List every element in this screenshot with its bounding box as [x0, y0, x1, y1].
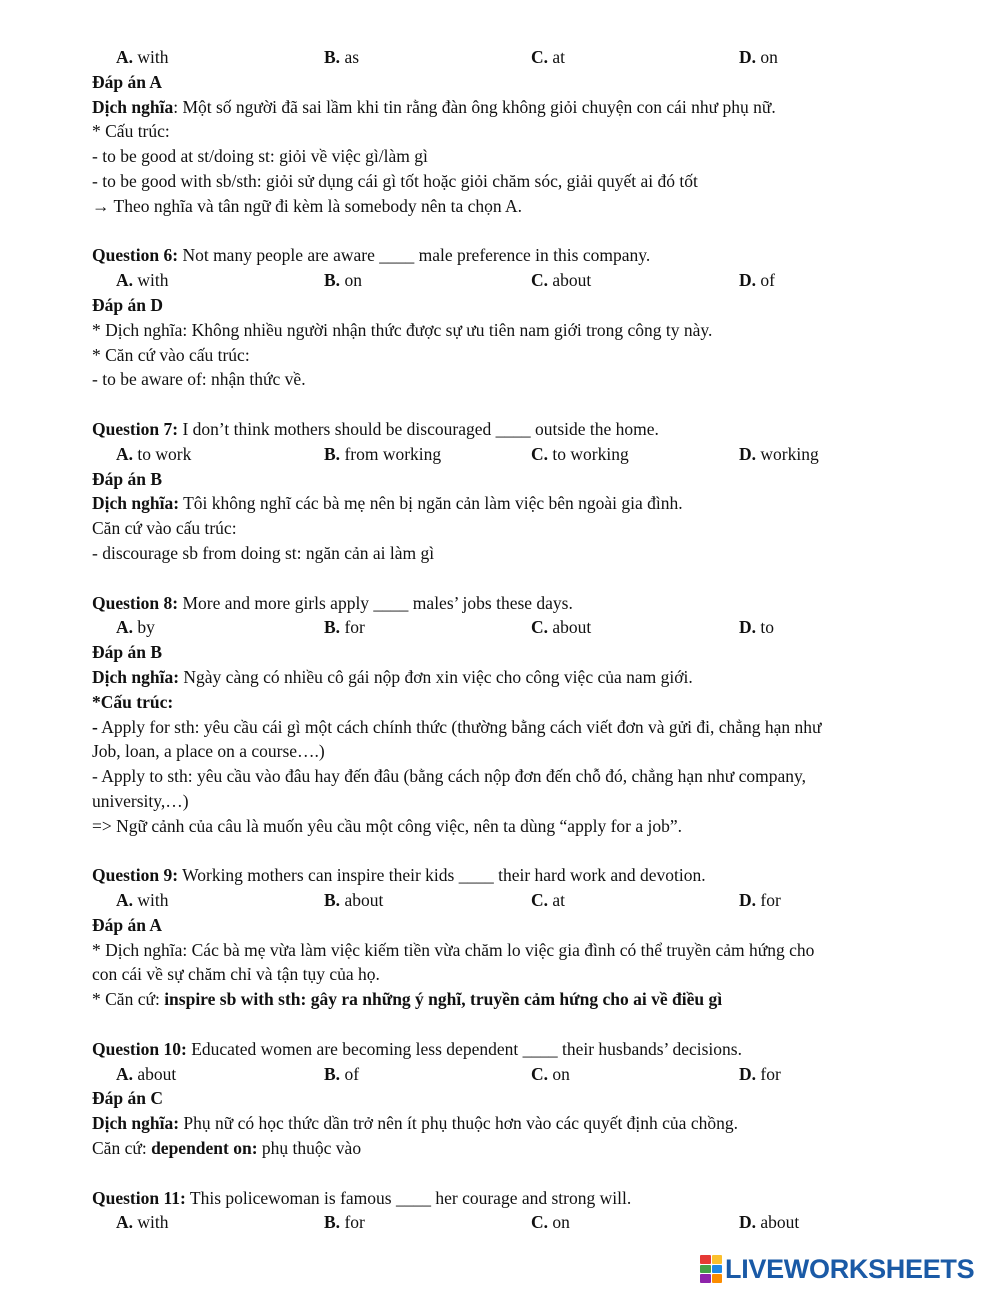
- option-d[interactable]: D. for: [739, 890, 781, 911]
- q5-explanation-line: - to be good with sb/sth: giỏi sử dụng cái gì tốt hoặc giỏi chăm sóc, giải quyết ai đó tốt: [92, 170, 698, 191]
- option-a[interactable]: A. with: [116, 890, 169, 911]
- q5-explanation-line: - to be good at st/doing st: giỏi về việc gì/làm gì: [92, 146, 428, 167]
- option-a[interactable]: A. to work: [116, 443, 192, 464]
- option-c[interactable]: C. at: [531, 890, 566, 911]
- option-b[interactable]: B. about: [324, 890, 384, 911]
- option-a[interactable]: A. with: [116, 1212, 169, 1233]
- option-b[interactable]: B. for: [324, 617, 365, 638]
- logo-block: [712, 1255, 723, 1264]
- option-a[interactable]: A. by: [116, 617, 155, 638]
- option-c[interactable]: C. on: [531, 1212, 570, 1233]
- logo-text: LIVEWORKSHEETS: [725, 1253, 975, 1284]
- q9-question: Question 9: Working mothers can inspire their kids ____ their hard work and devotion.: [92, 865, 706, 886]
- q9-options: [92, 888, 932, 913]
- q10-translation: Dịch nghĩa: Phụ nữ có học thức dần trở nên ít phụ thuộc hơn vào các quyết định của chồng.: [92, 1113, 738, 1134]
- q6-question: Question 6: Not many people are aware ____ male preference in this company.: [92, 245, 651, 266]
- logo-block: [700, 1274, 711, 1283]
- liveworksheets-logo: [700, 1254, 974, 1284]
- q10-basis: Căn cứ: dependent on: phụ thuộc vào: [92, 1138, 362, 1159]
- q6-options: [92, 268, 932, 293]
- option-b[interactable]: B. as: [324, 47, 360, 67]
- worksheet-page: [92, 45, 932, 1235]
- option-a[interactable]: A. with: [116, 47, 169, 67]
- option-d[interactable]: D. on: [739, 47, 778, 67]
- q8-translation: Dịch nghĩa: Ngày càng có nhiều cô gái nộp đơn xin việc cho công việc của nam giới.: [92, 666, 693, 687]
- q8-explanation-line: => Ngữ cảnh của câu là muốn yêu cầu một công việc, nên ta dùng “apply for a job”.: [92, 815, 682, 836]
- option-d[interactable]: D. about: [739, 1212, 800, 1233]
- q10-options: [92, 1062, 932, 1087]
- option-c[interactable]: C. to working: [531, 443, 629, 464]
- option-c[interactable]: C. about: [531, 617, 592, 638]
- q5-explanation-line: * Cấu trúc:: [92, 121, 170, 142]
- logo-block: [700, 1265, 711, 1274]
- q9-answer: Đáp án A: [92, 914, 163, 935]
- q6-answer: Đáp án D: [92, 294, 163, 315]
- q6-explanation-line: * Căn cứ vào cấu trúc:: [92, 344, 250, 365]
- q5-options: [92, 45, 932, 70]
- option-b[interactable]: B. from working: [324, 443, 442, 464]
- q11-options: [92, 1210, 932, 1235]
- option-b[interactable]: B. of: [324, 1063, 360, 1084]
- q9-basis: * Căn cứ: inspire sb with sth: gây ra những ý nghĩ, truyền cảm hứng cho ai về điều gì: [92, 989, 723, 1010]
- q9-explanation-line: con cái về sự chăm chỉ và tận tụy của họ.: [92, 964, 380, 985]
- option-c[interactable]: C. at: [531, 47, 566, 67]
- q9-explanation-line: * Dịch nghĩa: Các bà mẹ vừa làm việc kiếm tiền vừa chăm lo việc gia đình có thể truyền cảm hứng cho: [92, 939, 815, 960]
- option-c[interactable]: C. about: [531, 270, 592, 291]
- q7-answer: Đáp án B: [92, 468, 163, 489]
- option-b[interactable]: B. for: [324, 1212, 365, 1233]
- logo-block: [700, 1255, 711, 1264]
- q7-translation: Dịch nghĩa: Tôi không nghĩ các bà mẹ nên bị ngăn cản làm việc bên ngoài gia đình.: [92, 493, 683, 514]
- q7-question: Question 7: I don’t think mothers should be discouraged ____ outside the home.: [92, 418, 659, 439]
- q5-explanation-line: → Theo nghĩa và tân ngữ đi kèm là somebody nên ta chọn A.: [92, 195, 523, 216]
- q7-explanation-line: Căn cứ vào cấu trúc:: [92, 518, 237, 539]
- option-b[interactable]: B. on: [324, 270, 362, 291]
- logo-block: [712, 1274, 723, 1283]
- q10-question: Question 10: Educated women are becoming less dependent ____ their husbands’ decisions.: [92, 1038, 742, 1059]
- option-a[interactable]: A. about: [116, 1063, 177, 1084]
- option-c[interactable]: C. on: [531, 1063, 570, 1084]
- q8-explanation-line: - Apply for sth: yêu cầu cái gì một cách chính thức (thường bằng cách viết đơn và gửi đi, chẳng hạn như: [92, 716, 822, 737]
- q8-options: [92, 615, 932, 640]
- q8-explanation-line: university,…): [92, 790, 189, 811]
- option-d[interactable]: D. to: [739, 617, 775, 638]
- logo-block: [712, 1265, 723, 1274]
- q5-translation: Dịch nghĩa: Một số người đã sai lầm khi tin rằng đàn ông không giỏi chuyện con cái như phụ nữ.: [92, 96, 776, 117]
- option-d[interactable]: D. for: [739, 1063, 781, 1084]
- q8-explanation-line: Job, loan, a place on a course….): [92, 741, 325, 762]
- q10-answer: Đáp án C: [92, 1088, 163, 1109]
- option-d[interactable]: D. of: [739, 270, 775, 291]
- liveworksheets-logo-icon: [700, 1255, 722, 1283]
- q6-explanation-line: - to be aware of: nhận thức về.: [92, 369, 306, 390]
- q6-explanation-line: * Dịch nghĩa: Không nhiều người nhận thức được sự ưu tiên nam giới trong công ty này.: [92, 319, 713, 340]
- q11-question: Question 11: This policewoman is famous ____ her courage and strong will.: [92, 1187, 632, 1208]
- option-d[interactable]: D. working: [739, 443, 819, 464]
- q8-structure-label: *Cấu trúc:: [92, 691, 174, 712]
- q8-explanation-line: - Apply to sth: yêu cầu vào đâu hay đến đâu (bằng cách nộp đơn đến chỗ đó, chẳng hạn như company,: [92, 766, 807, 787]
- option-a[interactable]: A. with: [116, 270, 169, 291]
- q7-explanation-line: - discourage sb from doing st: ngăn cản ai làm gì: [92, 542, 435, 563]
- q5-answer: Đáp án A: [92, 71, 163, 92]
- q8-question: Question 8: More and more girls apply ____ males’ jobs these days.: [92, 592, 573, 613]
- q7-options: [92, 442, 932, 467]
- q8-answer: Đáp án B: [92, 642, 163, 663]
